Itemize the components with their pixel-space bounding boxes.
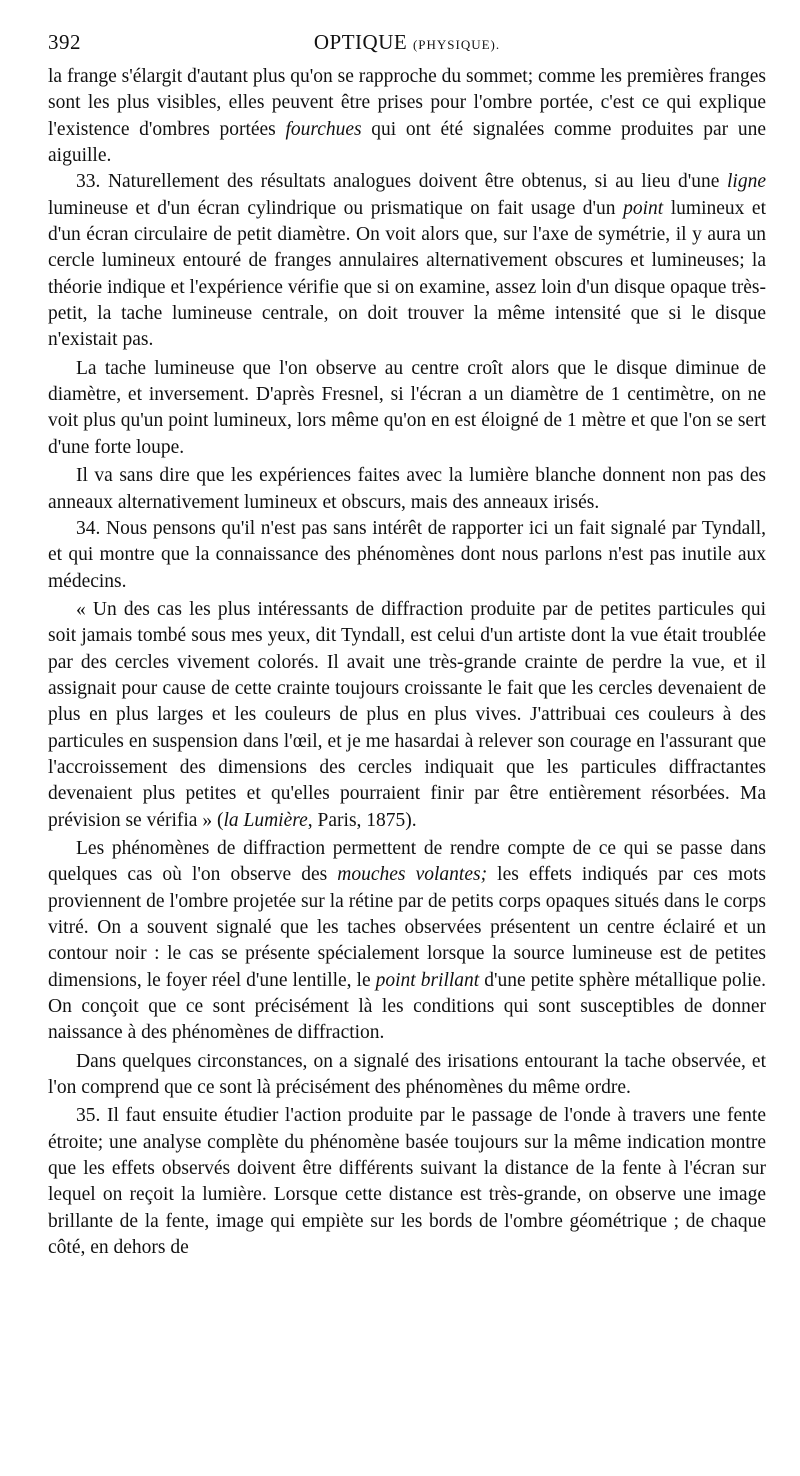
text-run: Il faut ensuite étudier l'action produite par le passage de l'onde à travers une fente étroite; une analyse complète du phénomène basée toujours sur la même indication montre que les effets observés doivent être différents suivant la distance de la fente à l'écran sur lequel on reçoit la lumière. Lorsque cette distance est très-grande, on observe une image brillante de la fente, image qui empiète sur les bords de l'ombre géométrique ; de chaque côté, en dehors de bbox=[48, 1105, 766, 1259]
italic-term: fourchues bbox=[285, 118, 362, 140]
text-run: Nous pensons qu'il n'est pas sans intérêt de rapporter ici un fait signalé par Tyndall, et qui montre que la connaissance des phénomènes dont nous parlons n'est pas inutile aux médecins. bbox=[48, 517, 766, 592]
text-run: Les phénomènes de diffraction permettent de rendre compte de ce qui se passe dans quelques cas où l'on observe des bbox=[48, 837, 766, 886]
italic-title: la Lumière bbox=[223, 809, 308, 831]
paragraph: La tache lumineuse que l'on observe au centre croît alors que le disque diminue de diamètre, et inversement. D'après Fresnel, si l'écran a un diamètre de 1 centimètre, on ne voit plus qu'un point lumineux, lors même qu'on en est éloigné de 1 mètre et que l'on se sert d'une forte loupe. bbox=[48, 357, 766, 458]
text-run: Naturellement des résultats analogues doivent être obtenus, si au lieu d'une bbox=[100, 171, 727, 193]
italic-term: mouches volantes; bbox=[337, 864, 488, 886]
running-title bbox=[48, 30, 766, 55]
text-run: « Un des cas les plus intéressants de diffraction produite par de petites particules qui soit jamais tombé sous mes yeux, dit Tyndall, est celui d'un artiste dont la vue était troublée par des cercles vivement colorés. Il avait une très-grande crainte de perdre la vue, et il assignait pour cause de cette crainte toujours croissante le fait que les cercles devenaient de plus en plus larges et les couleurs de plus en plus vives. J'attribuai ces couleurs à des particules en suspension dans l'œil, et je me hasardai à relever son courage en l'assurant que l'accroissement des dimensions des cercles indiquait que les particules diffractantes devenaient plus petites et qu'elles pourraient finir par être entièrement résorbées. Ma prévision se vérifia » ( bbox=[48, 598, 766, 831]
paragraph bbox=[48, 836, 766, 1047]
section-33 bbox=[48, 169, 766, 353]
text-run: , Paris, 1875). bbox=[307, 809, 417, 831]
paragraph-continued bbox=[48, 64, 766, 169]
quotation-paragraph bbox=[48, 597, 766, 834]
document-page bbox=[48, 30, 766, 1261]
text-run: qui ont été signalées comme produites par une aiguille. bbox=[48, 118, 766, 167]
paragraph: Il va sans dire que les expériences faites avec la lumière blanche donnent non pas des anneaux alternativement lumineux et obscurs, mais des anneaux irisés. bbox=[48, 465, 766, 513]
section-number: 34. bbox=[76, 517, 101, 539]
text-run: lumineux et d'un écran circulaire de petit diamètre. On voit alors que, sur l'axe de symétrie, il y aura un cercle lumineux entouré de franges annulaires alternativement obscures et lumineuses; la théorie indique et l'expérience vérifie que si on examine, assez loin d'un disque opaque très-petit, la tache lumineuse centrale, on doit trouver la même intensité que si le disque n'existait pas. bbox=[48, 197, 767, 351]
page-number: 392 bbox=[48, 30, 81, 54]
section-34 bbox=[48, 516, 766, 595]
italic-term: point bbox=[623, 197, 664, 219]
text-run: d'une petite sphère métallique polie. On conçoit que ce sont précisément là les conditions qui sont susceptibles de donner naissance à des phénomènes de diffraction. bbox=[48, 969, 766, 1044]
italic-term: point brillant bbox=[375, 969, 480, 991]
body-text bbox=[48, 64, 766, 1261]
text-run: la frange s'élargit d'autant plus qu'on se rapproche du sommet; comme les premières franges sont les plus visibles, elles peuvent être prises pour l'ombre portée, c'est ce qui explique l'existence d'ombres portées bbox=[48, 66, 766, 140]
text-run: lumineuse et d'un écran cylindrique ou prismatique on fait usage d'un bbox=[48, 197, 624, 219]
text-run: les effets indiqués par ces mots proviennent de l'ombre projetée sur la rétine par de petits corps opaques situés dans le corps vitré. On a souvent signalé que les taches observées présentent un centre éclairé et un contour noir : le cas se présente spécialement lorsque la source lumineuse est de petites dimensions, le foyer réel d'une lentille, le bbox=[48, 864, 766, 991]
section-35 bbox=[48, 1103, 766, 1261]
italic-term: ligne bbox=[727, 171, 766, 193]
section-number: 33. bbox=[76, 171, 101, 193]
running-title-main: OPTIQUE bbox=[313, 30, 408, 54]
page-header bbox=[48, 30, 766, 58]
paragraph: Dans quelques circonstances, on a signalé des irisations entourant la tache observée, et l'on comprend que ce sont là précisément des phénomènes du même ordre. bbox=[48, 1050, 766, 1099]
running-title-sub: (PHYSIQUE). bbox=[412, 37, 501, 52]
section-number: 35. bbox=[76, 1105, 101, 1127]
